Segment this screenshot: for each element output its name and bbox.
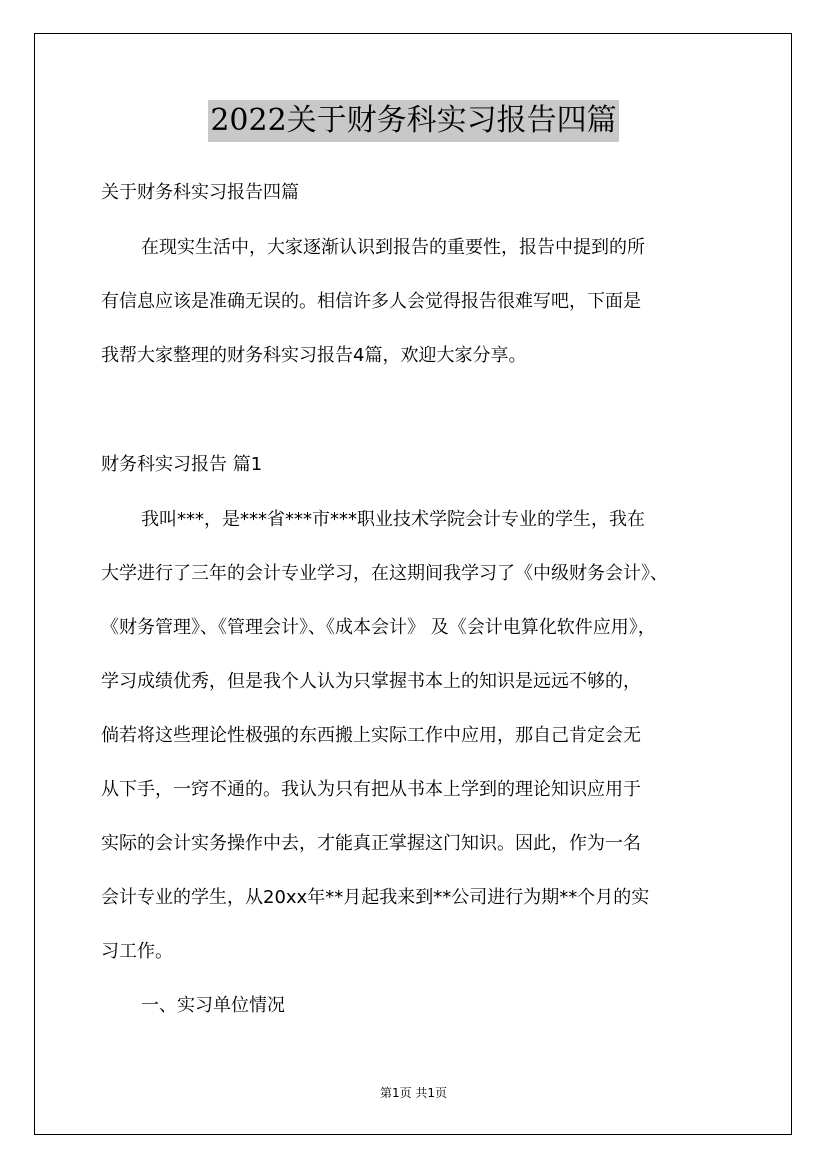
body-line: 会计专业的学生，从20xx年**月起我来到**公司进行为期**个月的实 bbox=[101, 887, 650, 908]
intro-line: 有信息应该是准确无误的。相信许多人会觉得报告很难写吧，下面是 bbox=[101, 291, 641, 312]
body-line: 学习成绩优秀，但是我个人认为只掌握书本上的知识是远远不够的， bbox=[101, 671, 641, 692]
page-footer: 第1页 共1页 bbox=[379, 1086, 448, 1100]
body-line: 习工作。 bbox=[101, 941, 173, 962]
subheading: 一、实习单位情况 bbox=[141, 995, 285, 1016]
title-container bbox=[0, 100, 827, 142]
body-line: 从下手，一窍不通的。我认为只有把从书本上学到的理论知识应用于 bbox=[101, 779, 641, 800]
section-heading: 财务科实习报告 篇1 bbox=[101, 454, 263, 475]
intro-line: 我帮大家整理的财务科实习报告4篇，欢迎大家分享。 bbox=[101, 345, 527, 366]
intro-line: 在现实生活中，大家逐渐认识到报告的重要性，报告中提到的所 bbox=[141, 237, 645, 258]
body-line: 实际的会计实务操作中去，才能真正掌握这门知识。因此，作为一名 bbox=[101, 833, 641, 854]
body-line: 倘若将这些理论性极强的东西搬上实际工作中应用，那自己肯定会无 bbox=[101, 725, 641, 746]
body-line: 我叫***，是***省***市***职业技术学院会计专业的学生，我在 bbox=[141, 509, 645, 530]
document-title: 2022关于财务科实习报告四篇 bbox=[208, 100, 618, 142]
body-line: 《财务管理》、《管理会计》、《成本会计》 及《会计电算化软件应用》， bbox=[101, 617, 656, 638]
body-line: 大学进行了三年的会计专业学习，在这期间我学习了《中级财务会计》、 bbox=[101, 563, 668, 584]
subtitle: 关于财务科实习报告四篇 bbox=[101, 182, 299, 203]
